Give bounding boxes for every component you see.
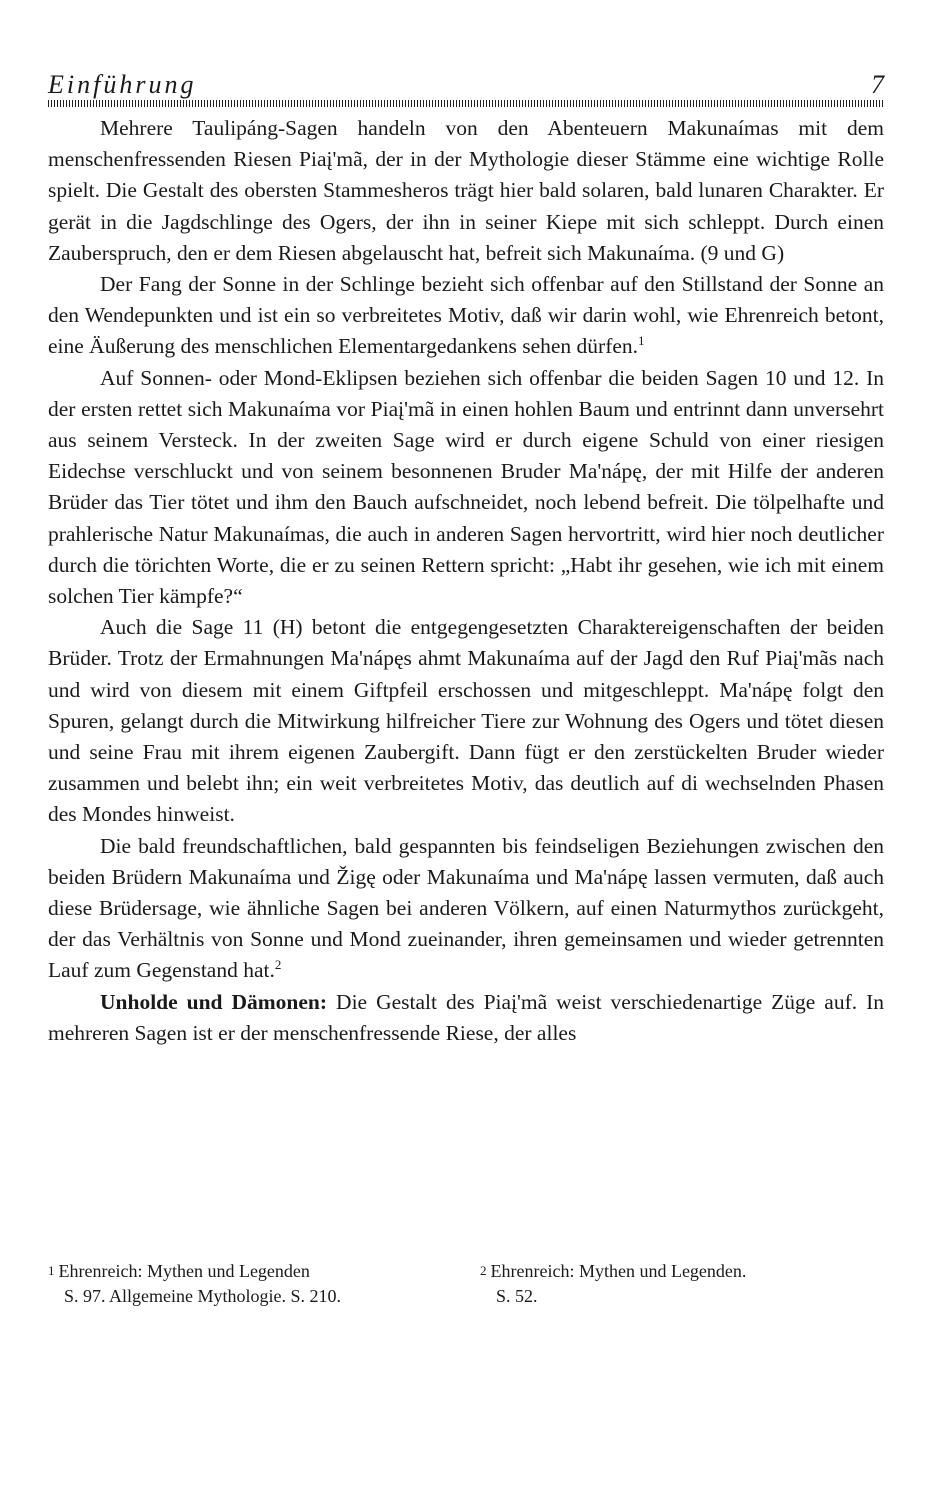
paragraph [48, 831, 884, 987]
paragraph [48, 612, 884, 830]
paragraph [48, 363, 884, 613]
paragraph-text: Auch die Sage 11 (H) betont die entgegengesetzten Charaktereigenschaften der beiden Brüder. Trotz der Ermahnungen Ma'nápęs ahmt Makunaíma auf der Jagd den Ruf Piaį'mãs nach und wird von diesem mit einem Giftpfeil erschossen und mitgeschleppt. Ma'nápę folgt den Spuren, gelangt durch die Mitwirkung hilfreicher Tiere zur Wohnung des Ogers und tötet diesen und seine Frau mit ihrem eigenen Zaubergift. Dann fügt er den zerstückelten Bruder wieder zusammen und belebt ihn; ein weit verbreitetes Motiv, das deutlich auf di wechselnden Phasen des Mondes hinweist. [48, 615, 884, 827]
page [48, 72, 884, 1049]
footnote-reference[interactable]: 2 [274, 957, 282, 973]
footnote-text: Ehrenreich: Mythen und Legenden. [490, 1261, 747, 1281]
paragraph [48, 987, 884, 1049]
footnotes [48, 1258, 888, 1309]
chapter-title: Einführung [48, 70, 197, 99]
paragraph-text: Die bald freundschaftlichen, bald gespannten bis feindseligen Beziehungen zwischen den beiden Brüdern Makunaíma und Žigę oder Makunaíma und Ma'nápę lassen vermuten, daß auch diese Brüdersage, wie ähnliche Sagen bei anderen Völkern, auf einen Naturmythos zurückgeht, der das Verhältnis von Sonne und Mond zueinander, ihren gemeinsamen und wieder getrennten Lauf zum Gegenstand hat. [48, 833, 884, 983]
paragraph [48, 113, 884, 269]
paragraph-text: Die Gestalt des Piaį'mã weist verschiedenartige Züge auf. In mehreren Sagen ist er der menschenfressende Riese, der alles [48, 989, 884, 1045]
footnote-text: S. 52. [496, 1286, 538, 1306]
body-text [48, 113, 884, 1049]
paragraph [48, 269, 884, 363]
paragraph-text: Mehrere Taulipáng-Sagen handeln von den Abenteuern Makunaímas mit dem menschenfressenden Riesen Piaį'mã, der in der Mythologie dieser Stämme eine wichtige Rolle spielt. Die Gestalt des obersten Stammesheros trägt hier bald solaren, bald lunaren Charakter. Er gerät in die Jagdschlinge des Ogers, der ihn in seiner Kiepe mit sich schleppt. Durch einen Zauberspruch, den er dem Riesen abgelauscht hat, befreit sich Makunaíma. (9 und G) [48, 116, 884, 265]
footnote [48, 1258, 456, 1309]
footnote-number: 1 [48, 1263, 55, 1278]
footnote-number: 2 [480, 1263, 487, 1278]
paragraph-text: Auf Sonnen- oder Mond-Eklipsen beziehen sich offenbar die beiden Sagen 10 und 12. In der ersten rettet sich Makunaíma vor Piaį'mã in einen hohlen Baum und entrinnt dann unversehrt aus seinem Versteck. In der zweiten Sage wird er durch eigene Schuld von einer riesigen Eidechse verschluckt und von seinem besonnenen Bruder Ma'nápę, der mit Hilfe der anderen Brüder das Tier tötet und ihm den Bauch aufschneidet, noch lebend befreit. Die tölpelhafte und prahlerische Natur Makunaímas, die auch in anderen Sagen hervortritt, wird hier noch deutlicher durch die törichten Worte, die er zu seinen Rettern spricht: „Habt ihr gesehen, wie ich mit einem solchen Tier kämpfe?“ [48, 365, 884, 609]
footnote [480, 1258, 888, 1309]
footnote-reference[interactable]: 1 [638, 333, 645, 349]
footnote-text: Ehrenreich: Mythen und Legenden [58, 1261, 310, 1281]
footnote-text: S. 97. Allgemeine Mythologie. S. 210. [64, 1286, 341, 1306]
paragraph-text: Der Fang der Sonne in der Schlinge bezieht sich offenbar auf den Stillstand der Sonne an den Wendepunkten und ist ein so verbreitetes Motiv, daß wir darin wohl, wie Ehrenreich betont, eine Äußerung des menschlichen Elementargedankens sehen dürfen. [48, 272, 884, 359]
header-rule [48, 100, 884, 107]
running-header [48, 72, 884, 98]
page-number: 7 [871, 70, 884, 99]
section-lead: Unholde und Dämonen: [100, 989, 328, 1014]
